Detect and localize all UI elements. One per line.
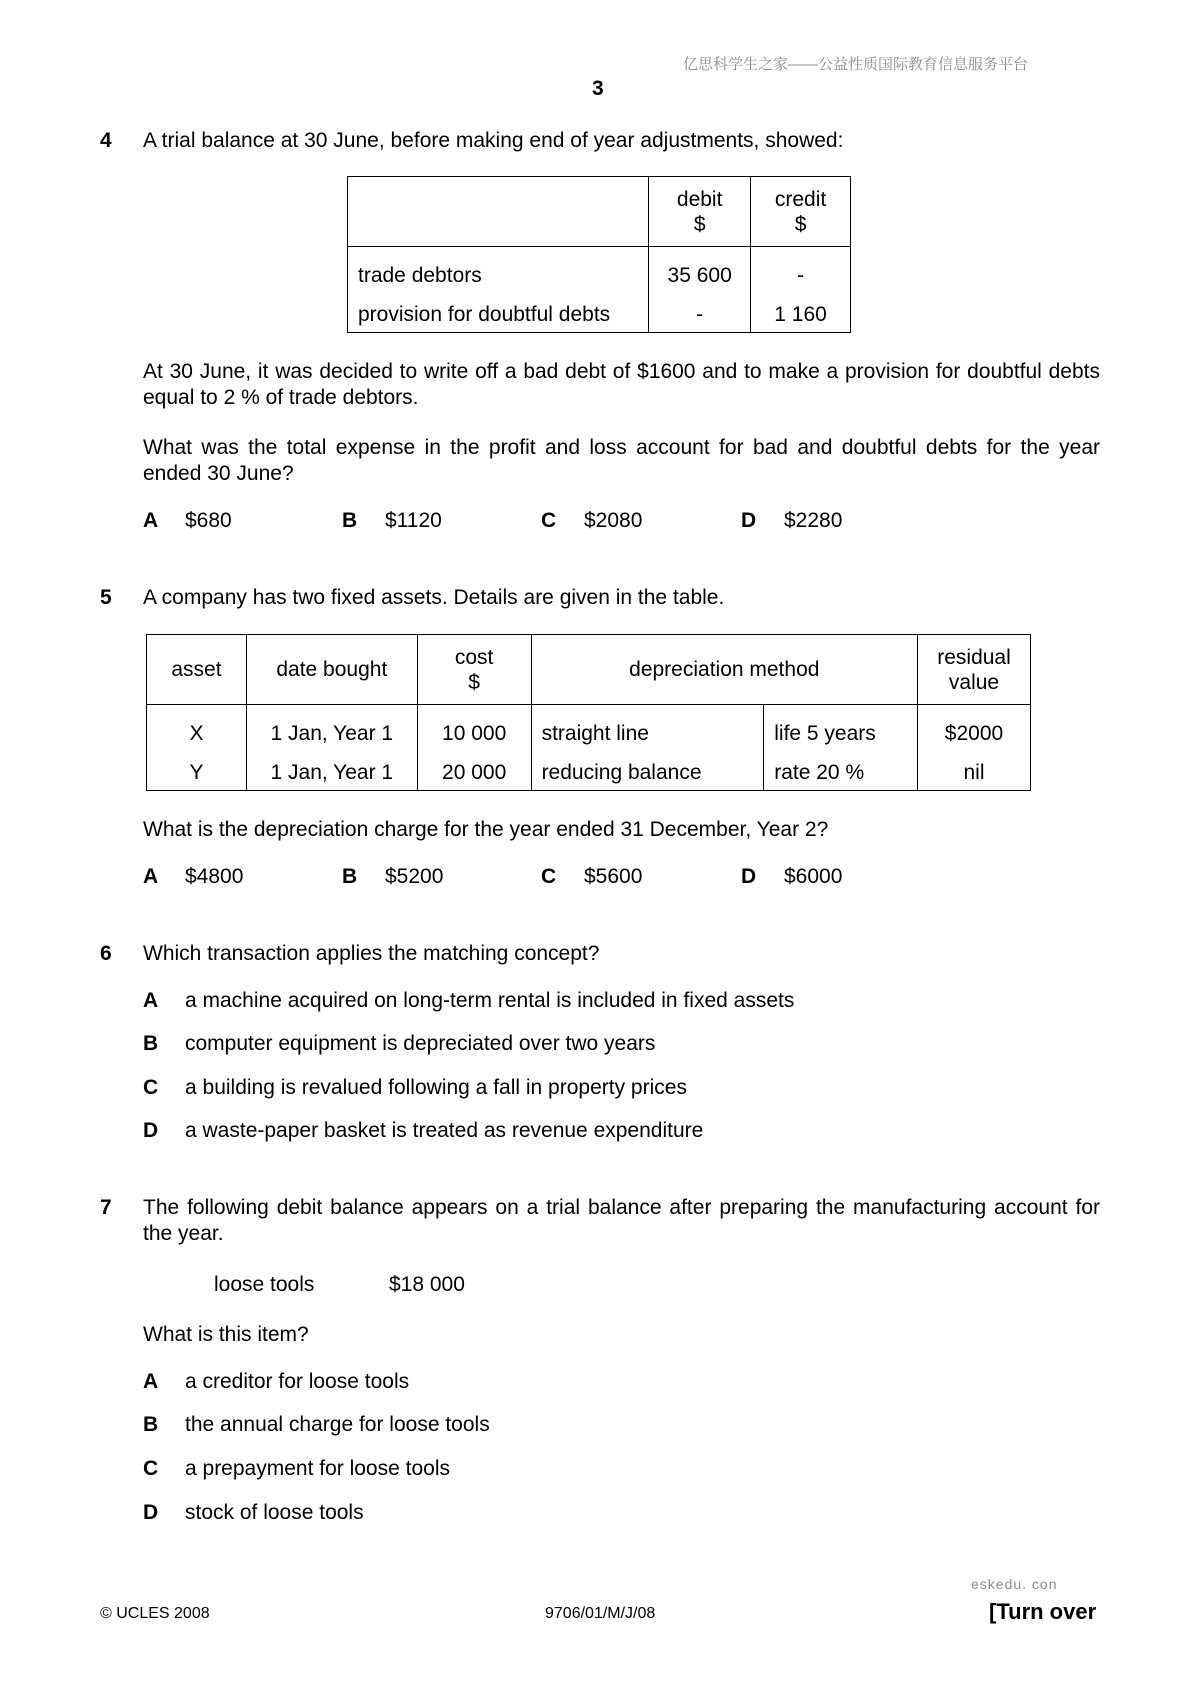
q5-option-c-letter: C [541, 865, 557, 888]
q6-option-d-text: a waste-paper basket is treated as revenue expenditure [185, 1119, 704, 1142]
q4-option-a-text: $680 [185, 509, 232, 532]
q7-option-b-text: the annual charge for loose tools [185, 1413, 490, 1436]
q5-option-c-text: $5600 [584, 865, 643, 888]
q4-header-debit [649, 177, 751, 247]
q6-number: 6 [100, 942, 112, 965]
footer-copyright: © UCLES 2008 [100, 1605, 210, 1622]
q4-paragraph-2: What was the total expense in the profit and loss account for bad and doubtful debts for the year ended 30 June? [143, 436, 1100, 485]
q4-option-c-letter: C [541, 509, 557, 532]
q5-number: 5 [100, 586, 112, 609]
q4-option-c-text: $2080 [584, 509, 643, 532]
watermark-footer: eskedu. con [971, 1576, 1058, 1592]
q4-row1-debit: 35 600 [649, 247, 751, 297]
q5-option-d-text: $6000 [784, 865, 843, 888]
q4-header-credit-unit: $ [794, 212, 807, 236]
page-number: 3 [592, 77, 604, 100]
footer-paper-code: 9706/01/M/J/08 [545, 1605, 656, 1622]
q6-stem: Which transaction applies the matching concept? [143, 942, 600, 965]
q5-row1-detail: life 5 years [764, 705, 918, 755]
table-row [348, 297, 851, 333]
table-row [147, 705, 1031, 755]
q4-option-b-text: $1120 [385, 509, 442, 532]
q7-option-c-letter: C [143, 1457, 159, 1480]
q5-row2-residual: nil [918, 755, 1031, 791]
q4-stem: A trial balance at 30 June, before making end of year adjustments, showed: [143, 129, 844, 152]
q4-paragraph-1: At 30 June, it was decided to write off a bad debt of $1600 and to make a provision for doubtful debts equal to 2 % of trade debtors. [143, 360, 1100, 409]
q5-header-residual-line2: value [948, 670, 1000, 694]
q7-item-value: $18 000 [389, 1273, 465, 1296]
q5-row2-asset: Y [147, 755, 247, 791]
q6-option-c-text: a building is revalued following a fall in property prices [185, 1076, 687, 1099]
table-row [147, 755, 1031, 791]
q6-option-c-letter: C [143, 1076, 159, 1099]
q5-option-d-letter: D [741, 865, 757, 888]
footer-turn-over: [Turn over [989, 1599, 1097, 1624]
q7-stem: The following debit balance appears on a trial balance after preparing the manufacturing account for the year. [143, 1196, 1100, 1245]
q4-option-d-letter: D [741, 509, 757, 532]
q4-header-debit-label: debit [676, 187, 723, 211]
q5-option-a-letter: A [143, 865, 159, 888]
q6-option-d-letter: D [143, 1119, 159, 1142]
q7-number: 7 [100, 1196, 112, 1219]
q4-option-a-letter: A [143, 509, 159, 532]
q5-row1-residual: $2000 [918, 705, 1031, 755]
q5-header-residual [918, 635, 1031, 705]
q4-header-debit-unit: $ [693, 212, 706, 236]
q7-item-label: loose tools [214, 1273, 315, 1296]
q5-header-asset: asset [147, 635, 247, 705]
q5-option-b-letter: B [342, 865, 358, 888]
q6-option-a-letter: A [143, 989, 159, 1012]
q4-header-credit [751, 177, 851, 247]
q4-number: 4 [100, 129, 112, 152]
q5-header-method: depreciation method [531, 635, 917, 705]
q5-header-residual-line1: residual [937, 645, 1011, 669]
q5-header-cost-label: cost [454, 645, 494, 669]
q5-row1-method: straight line [531, 705, 764, 755]
q4-row1-label: trade debtors [348, 247, 649, 297]
q7-option-d-letter: D [143, 1501, 159, 1524]
q5-header-date: date bought [246, 635, 417, 705]
q4-row2-credit: 1 160 [751, 297, 851, 333]
q5-header-cost-unit: $ [468, 670, 480, 694]
table-row [348, 247, 851, 297]
q5-option-b-text: $5200 [385, 865, 444, 888]
q5-row2-date: 1 Jan, Year 1 [246, 755, 417, 791]
watermark-header: 亿思科学生之家——公益性质国际教育信息服务平台 [683, 56, 1029, 73]
q6-option-b-letter: B [143, 1032, 159, 1055]
q5-row2-method: reducing balance [531, 755, 764, 791]
q5-option-a-text: $4800 [185, 865, 244, 888]
q7-question: What is this item? [143, 1323, 309, 1346]
q7-option-a-text: a creditor for loose tools [185, 1370, 410, 1393]
q7-option-b-letter: B [143, 1413, 159, 1436]
q6-option-a-text: a machine acquired on long-term rental is included in fixed assets [185, 989, 795, 1012]
q4-option-d-text: $2280 [784, 509, 843, 532]
q5-row2-cost: 20 000 [417, 755, 531, 791]
q5-header-cost [417, 635, 531, 705]
q5-row1-asset: X [147, 705, 247, 755]
q4-row1-credit: - [751, 247, 851, 297]
q6-option-b-text: computer equipment is depreciated over two years [185, 1032, 656, 1055]
q4-option-b-letter: B [342, 509, 358, 532]
q5-question: What is the depreciation charge for the year ended 31 December, Year 2? [143, 818, 829, 841]
q5-row2-detail: rate 20 % [764, 755, 918, 791]
q4-trial-balance-table [347, 176, 851, 333]
q4-header-blank [348, 177, 649, 247]
q5-row1-cost: 10 000 [417, 705, 531, 755]
q7-option-a-letter: A [143, 1370, 159, 1393]
q7-option-c-text: a prepayment for loose tools [185, 1457, 450, 1480]
q5-row1-date: 1 Jan, Year 1 [246, 705, 417, 755]
q4-row2-label: provision for doubtful debts [348, 297, 649, 333]
q4-header-credit-label: credit [774, 187, 827, 211]
q4-row2-debit: - [649, 297, 751, 333]
q5-fixed-assets-table [146, 634, 1031, 791]
q7-option-d-text: stock of loose tools [185, 1501, 364, 1524]
q5-stem: A company has two fixed assets. Details are given in the table. [143, 586, 725, 609]
